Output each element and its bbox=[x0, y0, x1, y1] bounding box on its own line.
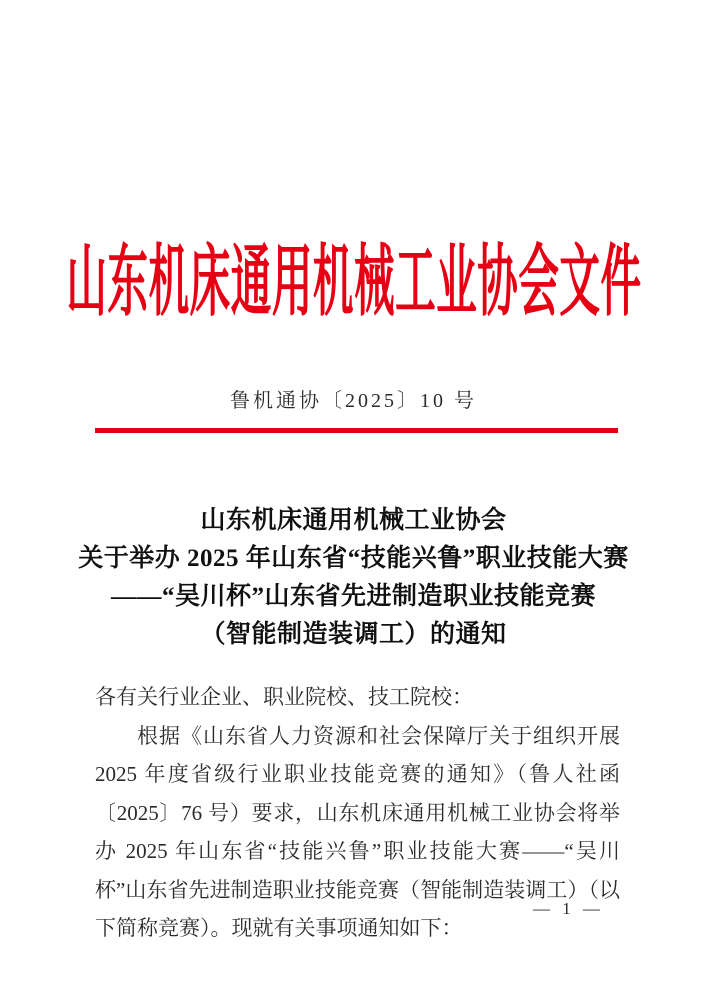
body-paragraph-1: 根据《山东省人力资源和社会保障厅关于组织开展 2025 年度省级行业职业技能竞赛的通知》（鲁人社函〔2025〕76 号）要求，山东机床通用机械工业协会将举办 2025 年山东省“技能兴鲁”职业技能大赛——“吴川杯”山东省先进制造职业技能竞赛（智能制造装调工）（以下简称竞赛）。现就有关事项通知如下： bbox=[95, 723, 620, 940]
notice-title bbox=[40, 502, 667, 654]
salutation-line: 各有关行业企业、职业院校、技工院校： bbox=[95, 685, 473, 709]
masthead-title: 山东机床通用机械工业协会文件 bbox=[65, 238, 642, 325]
notice-title-line-3: ——“吴川杯”山东省先进制造职业技能竞赛 bbox=[110, 583, 596, 610]
page-number: — 1 — bbox=[533, 899, 604, 918]
notice-title-line-2: 关于举办 2025 年山东省“技能兴鲁”职业技能大赛 bbox=[78, 545, 629, 572]
document-number: 鲁机通协〔2025〕10 号 bbox=[230, 390, 477, 412]
red-separator-line bbox=[95, 428, 618, 433]
notice-title-line-1: 山东机床通用机械工业协会 bbox=[200, 507, 507, 534]
notice-title-line-4: （智能制造装调工）的通知 bbox=[200, 621, 507, 648]
